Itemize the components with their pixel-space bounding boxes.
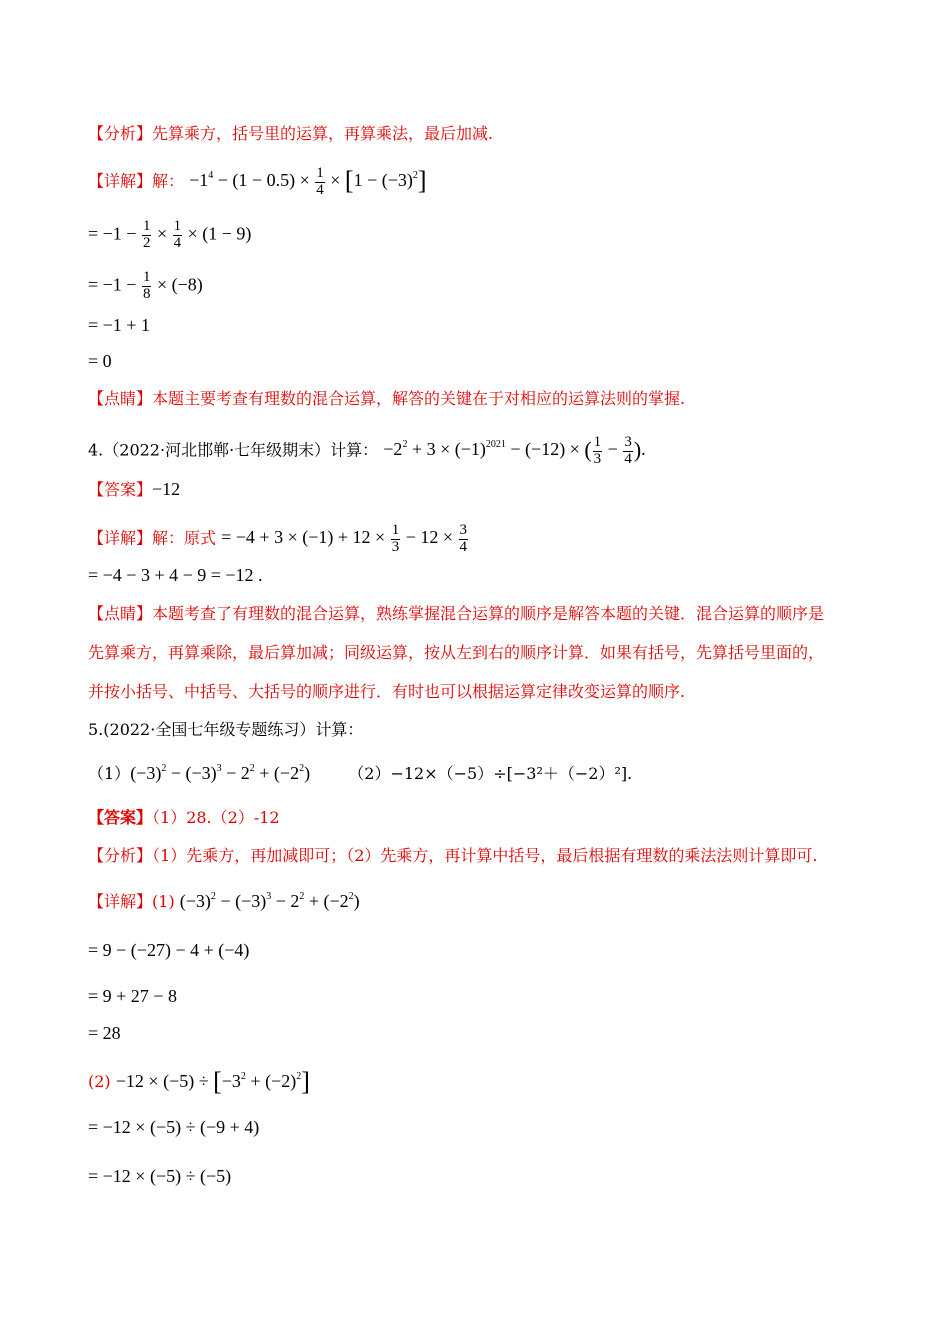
comment-line-4 [88, 606, 824, 622]
analysis-text: （1）先乘方，再加减即可；（2）先乘方，再计算中括号，最后根据有理数的乘法法则计算即可. [152, 846, 818, 865]
question-source: （2022·河北邯郸·七年级期末） [103, 440, 331, 460]
comment-text: 本题主要考查有理数的混合运算，解答的关键在于对相应的运算法则的掌握. [152, 389, 686, 408]
formula-q5-2-step-1: = −12 × (−5) ÷ (−9 + 4) [88, 1117, 260, 1137]
part-1-label: （1） [88, 764, 131, 783]
formula-step-2: = −1 − $\frac{1}{8}$ × (−8) [88, 269, 203, 302]
detail-solve: 解：原式 [152, 528, 217, 548]
question-number: 4. [88, 440, 104, 460]
formula-q3: $-1^4 - (1 - 0.5)$ × $\frac{1}{4}$ × $[1 - (-3)^2]$ [189, 165, 427, 198]
formula-q5-1-step-1: = 9 − (−27) − 4 + (−4) [88, 940, 250, 960]
comment-line-1 [88, 391, 685, 407]
comment-line-4b: 先算乘方，再算乘除，最后算加减；同级运算，按从左到右的顺序计算．如果有括号，先算括号里面的， [88, 643, 825, 662]
part-2-label: （2） [348, 764, 391, 783]
question-4 [88, 435, 646, 468]
answer-text: （1）28.（2）-12 [152, 808, 280, 827]
question-prompt: 计算： [315, 720, 364, 739]
label-analysis: 【分析】 [88, 846, 153, 865]
formula-q4-result: = −4 − 3 + 4 − 9 = −12 . [88, 565, 263, 585]
analysis-text: 先算乘方，括号里的运算，再算乘法，最后加减. [152, 124, 494, 143]
detail-line-5-2 [88, 1069, 310, 1095]
question-number: 5. [88, 720, 104, 739]
comment-line-4c: 并按小括号、中括号、大括号的顺序进行．有时也可以根据运算定律改变运算的顺序. [88, 682, 686, 701]
part-1-label: (1) [152, 892, 175, 911]
formula-q5-1-solve: $(-3)^2 - (-3)^3 - 2^2 + (-2^2)$ [179, 891, 360, 911]
formula-q5-1-step-2: = 9 + 27 − 8 [88, 986, 177, 1006]
formula-step-1: = −1 − $\frac{1}{2}$ × $\frac{1}{4}$ × (1 − 9) [88, 218, 252, 251]
label-answer: 【答案】 [88, 808, 153, 827]
detail-line-4 [88, 523, 469, 556]
formula-q5-1: $(-3)^2 - (-3)^3 - 2^2 + (-2^2)$ [130, 763, 311, 783]
comment-text: 本题考查了有理数的混合运算，熟练掌握混合运算的顺序是解答本题的关键．混合运算的顺序是 [152, 604, 825, 623]
formula-q4: $-2^2 + 3 \times (-1)^{2021} - (-12)$ × ( $\frac{1}{3}$ − $\frac{3}{4}$ ). [383, 434, 646, 467]
formula-q4-solve: = −4 + 3 × (−1) + 12 × $\frac{1}{3}$ − 12 × $\frac{3}{4}$ [221, 522, 467, 555]
part-2-label: (2) [88, 1072, 111, 1091]
formula-q5-1-step-3: = 28 [88, 1023, 121, 1043]
formula-step-4: = 0 [88, 351, 112, 371]
question-source: (2022·全国七年级专题练习） [103, 720, 316, 739]
analysis-line-5 [88, 848, 817, 864]
label-detail: 【详解】 [88, 892, 153, 911]
analysis-line-1 [88, 126, 493, 142]
label-analysis: 【分析】 [88, 124, 153, 143]
answer-value: −12 [152, 479, 181, 499]
detail-solve: 解： [152, 171, 185, 191]
label-answer: 【答案】 [88, 480, 153, 499]
answer-line-5 [88, 810, 280, 826]
label-comment: 【点睛】 [88, 389, 153, 408]
formula-q5-2-step-2: = −12 × (−5) ÷ (−5) [88, 1166, 232, 1186]
detail-line-5 [88, 892, 360, 910]
detail-line-1 [88, 166, 427, 199]
formula-q5-2: −12×（−5）÷[−3²＋（−2）²]. [390, 764, 633, 783]
question-5 [88, 722, 363, 738]
question-5-parts [88, 764, 632, 782]
formula-step-3: = −1 + 1 [88, 315, 150, 335]
label-detail: 【详解】 [88, 528, 153, 548]
formula-q5-2-solve: $-12 \times (-5) \div [-3^2 + (-2)^2]$ [115, 1067, 310, 1096]
label-detail: 【详解】 [88, 171, 153, 191]
question-prompt: 计算： [330, 440, 379, 460]
answer-line-4 [88, 480, 180, 498]
label-comment: 【点睛】 [88, 604, 153, 623]
